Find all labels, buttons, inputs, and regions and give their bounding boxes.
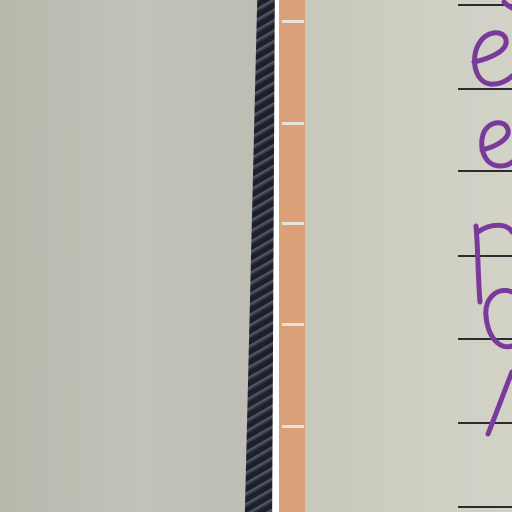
handwritten-letter-e	[482, 123, 512, 166]
handwritten-stroke	[488, 372, 512, 434]
handwritten-letter-e	[474, 33, 512, 84]
handwritten-letter-c	[486, 290, 512, 346]
handwritten-stroke	[504, 2, 512, 8]
